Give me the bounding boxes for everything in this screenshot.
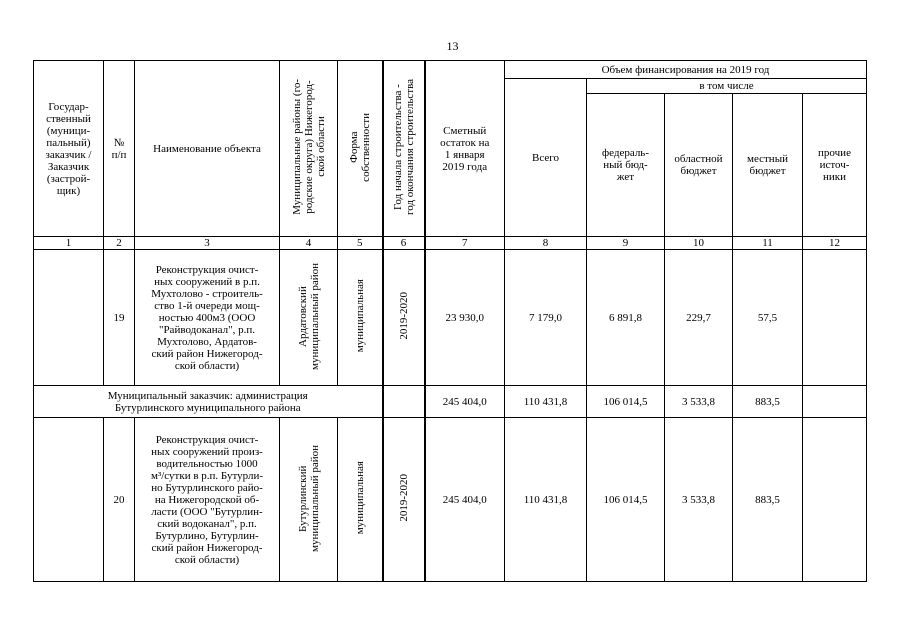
header-districts-text: Муниципальные районы (го- родские округа) Нижегород- ской области xyxy=(290,79,327,215)
row-ownership-text: муниципальная xyxy=(353,279,366,353)
header-local: местный бюджет xyxy=(733,94,803,237)
row-local: 57,5 xyxy=(733,250,803,386)
table-row xyxy=(34,250,867,386)
row-num: 19 xyxy=(104,250,135,386)
header-federal: федераль- ный бюд- жет xyxy=(587,94,665,237)
row-years xyxy=(383,418,425,582)
row-other xyxy=(803,250,867,386)
column-number: 8 xyxy=(505,237,587,250)
row-federal: 106 014,5 xyxy=(587,418,665,582)
header-funding-total: Объем финансирования на 2019 год xyxy=(505,61,867,79)
column-number: 3 xyxy=(135,237,280,250)
row-regional: 3 533,8 xyxy=(665,418,733,582)
financing-table xyxy=(33,60,867,582)
row-object-name: Реконструкция очист- ных сооружений произ- водительностью 1000 м³/сутки в р.п. Бутурли- но Бутурлинского райо- на Нижегородской об- ласти (ООО "Бутурлин- ский водоканал", р.п. Бутурлино, Бутурлин- ский район Нижегород- ской области) xyxy=(135,418,280,582)
agency-estimate: 245 404,0 xyxy=(425,386,505,418)
agency-regional: 3 533,8 xyxy=(665,386,733,418)
row-district-text: Бутурлинский муниципальный район xyxy=(296,444,321,552)
row-years-text: 2019-2020 xyxy=(397,292,410,340)
header-ownership xyxy=(338,61,383,237)
row-district xyxy=(280,250,338,386)
agency-total: 110 431,8 xyxy=(505,386,587,418)
header-other: прочие источ- ники xyxy=(803,94,867,237)
header-years-text: Год начала строительства - год окончания строительства xyxy=(391,79,416,215)
column-number: 1 xyxy=(34,237,104,250)
agency-label: Муниципальный заказчик: администрация Бутурлинского муниципального района xyxy=(34,386,383,418)
column-number: 4 xyxy=(280,237,338,250)
row-customer xyxy=(34,418,104,582)
row-ownership xyxy=(338,418,383,582)
header-total: Всего xyxy=(505,79,587,237)
row-years-text: 2019-2020 xyxy=(397,474,410,522)
row-estimate: 245 404,0 xyxy=(425,418,505,582)
agency-row xyxy=(34,386,867,418)
table-row xyxy=(34,418,867,582)
header-customer: Государ- ственный (муници- пальный) заказчик / Заказчик (застрой- щик) xyxy=(34,61,104,237)
row-regional: 229,7 xyxy=(665,250,733,386)
header-object-name: Наименование объекта xyxy=(135,61,280,237)
row-local: 883,5 xyxy=(733,418,803,582)
column-number: 2 xyxy=(104,237,135,250)
row-other xyxy=(803,418,867,582)
agency-federal: 106 014,5 xyxy=(587,386,665,418)
page-number: 13 xyxy=(446,39,459,53)
column-number: 11 xyxy=(733,237,803,250)
column-number: 12 xyxy=(803,237,867,250)
row-federal: 6 891,8 xyxy=(587,250,665,386)
row-total: 110 431,8 xyxy=(505,418,587,582)
row-ownership-text: муниципальная xyxy=(353,461,366,535)
row-total: 7 179,0 xyxy=(505,250,587,386)
header-ownership-text: Форма собственности xyxy=(347,112,372,182)
column-number: 9 xyxy=(587,237,665,250)
column-number-row xyxy=(34,237,867,250)
header-years xyxy=(383,61,425,237)
header-including: в том числе xyxy=(587,79,867,94)
row-customer xyxy=(34,250,104,386)
header-regional: областной бюджет xyxy=(665,94,733,237)
agency-other xyxy=(803,386,867,418)
header-estimate: Сметный остаток на 1 января 2019 года xyxy=(425,61,505,237)
column-number: 10 xyxy=(665,237,733,250)
row-estimate: 23 930,0 xyxy=(425,250,505,386)
header-num: № п/п xyxy=(104,61,135,237)
row-district-text: Ардатовский муниципальный район xyxy=(296,262,321,370)
column-number: 5 xyxy=(338,237,383,250)
agency-local: 883,5 xyxy=(733,386,803,418)
header-districts xyxy=(280,61,338,237)
row-district xyxy=(280,418,338,582)
column-number: 7 xyxy=(425,237,505,250)
row-object-name: Реконструкция очист- ных сооружений в р.п. Мухтолово - строитель- ство 1-й очереди мощ- ностью 400м3 (ООО "Райводоканал", р.п. Мухтолово, Ардатов- ский район Нижегород- ской области) xyxy=(135,250,280,386)
agency-years xyxy=(383,386,425,418)
row-ownership xyxy=(338,250,383,386)
row-years xyxy=(383,250,425,386)
row-num: 20 xyxy=(104,418,135,582)
column-number: 6 xyxy=(383,237,425,250)
